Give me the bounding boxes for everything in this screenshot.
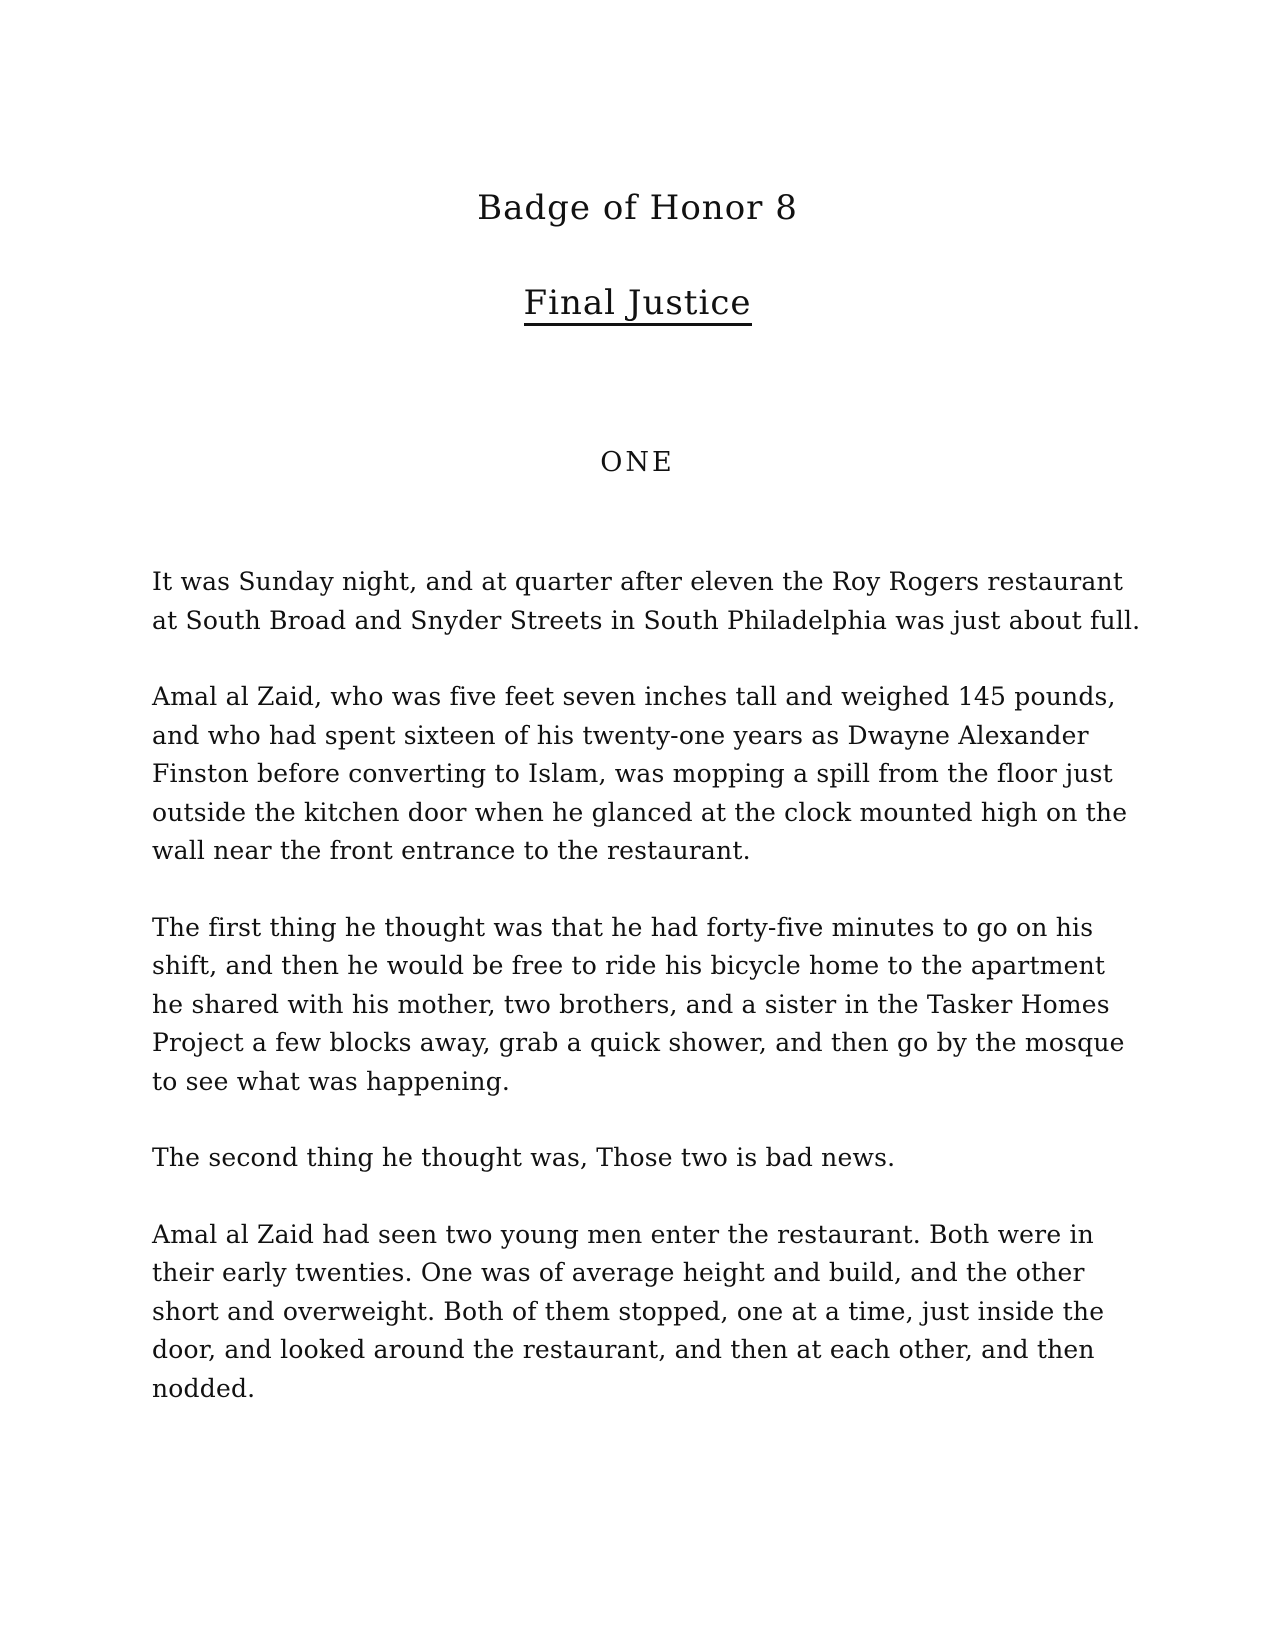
paragraph-2: Amal al Zaid, who was five feet seven inches tall and weighed 145 pounds, and who had spent sixteen of his twenty-one years as Dwayne Alexander Finston before converting to Islam, was mopping a spill from the floor just outside the kitchen door when he glanced at the clock mounted high on the wall near the front entrance to the restaurant. (152, 682, 1128, 865)
book-title: Badge of Honor 8 (477, 188, 798, 228)
paragraph-1: It was Sunday night, and at quarter after eleven the Roy Rogers restaurant at South Broad and Snyder Streets in South Philadelphia was just about full. (152, 567, 1141, 635)
book-subtitle-text: Final Justice (524, 283, 752, 326)
chapter-body (152, 563, 1142, 1446)
paragraph-5: Amal al Zaid had seen two young men enter the restaurant. Both were in their early twenties. One was of average height and build, and the other short and overweight. Both of them stopped, one at a time, just inside the door, and looked around the restaurant, and then at each other, and then nodded. (152, 1219, 1105, 1403)
paragraph-3: The first thing he thought was that he had forty-five minutes to go on his shift, and then he would be free to ride his bicycle home to the apartment he shared with his mother, two brothers, and a sister in the Tasker Homes Project a few blocks away, grab a quick shower, and then go by the mosque to see what was happening. (152, 912, 1125, 1096)
book-subtitle (0, 283, 1275, 326)
paragraph-4: The second thing he thought was, Those two is bad news. (152, 1143, 896, 1172)
chapter-heading: ONE (600, 447, 675, 478)
